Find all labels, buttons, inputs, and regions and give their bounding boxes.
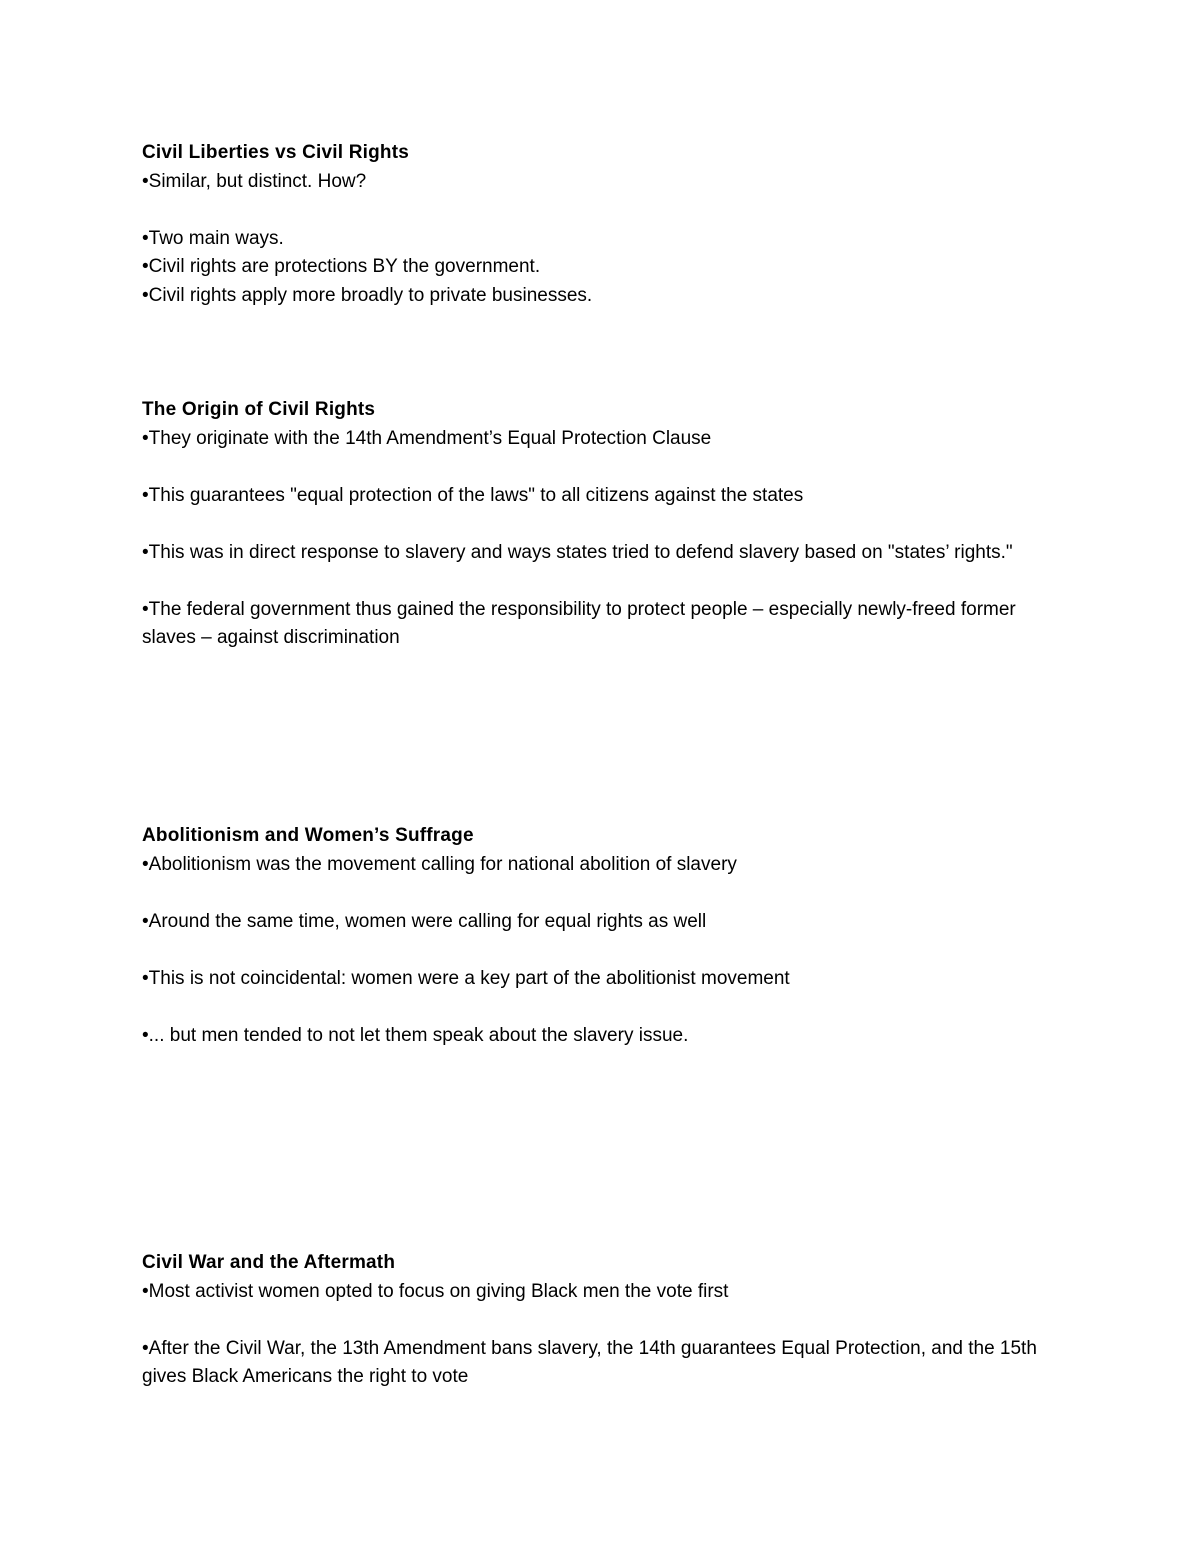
blank-line	[142, 453, 1072, 482]
bullet-14th-amendment: •They originate with the 14th Amendment’s Equal Protection Clause	[142, 427, 712, 449]
bullet-abolitionism-movement: •Abolitionism was the movement calling for national abolition of slavery	[142, 853, 737, 875]
blank-line	[142, 879, 1072, 908]
blank-line	[142, 567, 1072, 596]
blank-line	[142, 196, 1072, 225]
section-heading: The Origin of Civil Rights	[142, 399, 376, 420]
blank-line	[142, 510, 1072, 539]
bullet-protections-by-government: •Civil rights are protections BY the government.	[142, 256, 541, 277]
bullet-black-men-vote-first: •Most activist women opted to focus on giving Black men the vote first	[142, 1280, 729, 1302]
bullet-women-equal-rights: •Around the same time, women were calling for equal rights as well	[142, 910, 707, 932]
bullet-two-main-ways: •Two main ways.	[142, 227, 284, 249]
bullet-federal-government-responsibility: •The federal government thus gained the responsibility to protect people – especially newly-freed former slaves – against discrimination	[142, 598, 1022, 648]
bullet-private-businesses: •Civil rights apply more broadly to private businesses.	[142, 284, 593, 306]
section-civil-war-and-aftermath	[142, 1249, 1072, 1392]
bullet-response-to-slavery: •This was in direct response to slavery and ways states tried to defend slavery based on "states’ rights."	[142, 541, 1013, 563]
section-origin-of-civil-rights	[142, 396, 1072, 653]
blank-line	[142, 1306, 1072, 1335]
section-heading: Civil Liberties vs Civil Rights	[142, 142, 409, 163]
blank-line	[142, 993, 1072, 1022]
section-abolitionism-and-womens-suffrage	[142, 822, 1072, 1050]
blank-line	[142, 936, 1072, 965]
section-heading: Abolitionism and Women’s Suffrage	[142, 825, 474, 846]
section-heading: Civil War and the Aftermath	[142, 1252, 396, 1273]
bullet-equal-protection-of-laws: •This guarantees "equal protection of the laws" to all citizens against the states	[142, 484, 804, 506]
bullet-similar-but-distinct: •Similar, but distinct. How?	[142, 170, 367, 192]
bullet-not-coincidental: •This is not coincidental: women were a key part of the abolitionist movement	[142, 967, 790, 989]
section-civil-liberties-vs-civil-rights	[142, 139, 1072, 310]
bullet-reconstruction-amendments: •After the Civil War, the 13th Amendment bans slavery, the 14th guarantees Equal Protection, and the 15th gives Black Americans the right to vote	[142, 1337, 1043, 1387]
bullet-men-tended-not-to-let-speak: •... but men tended to not let them speak about the slavery issue.	[142, 1024, 689, 1046]
